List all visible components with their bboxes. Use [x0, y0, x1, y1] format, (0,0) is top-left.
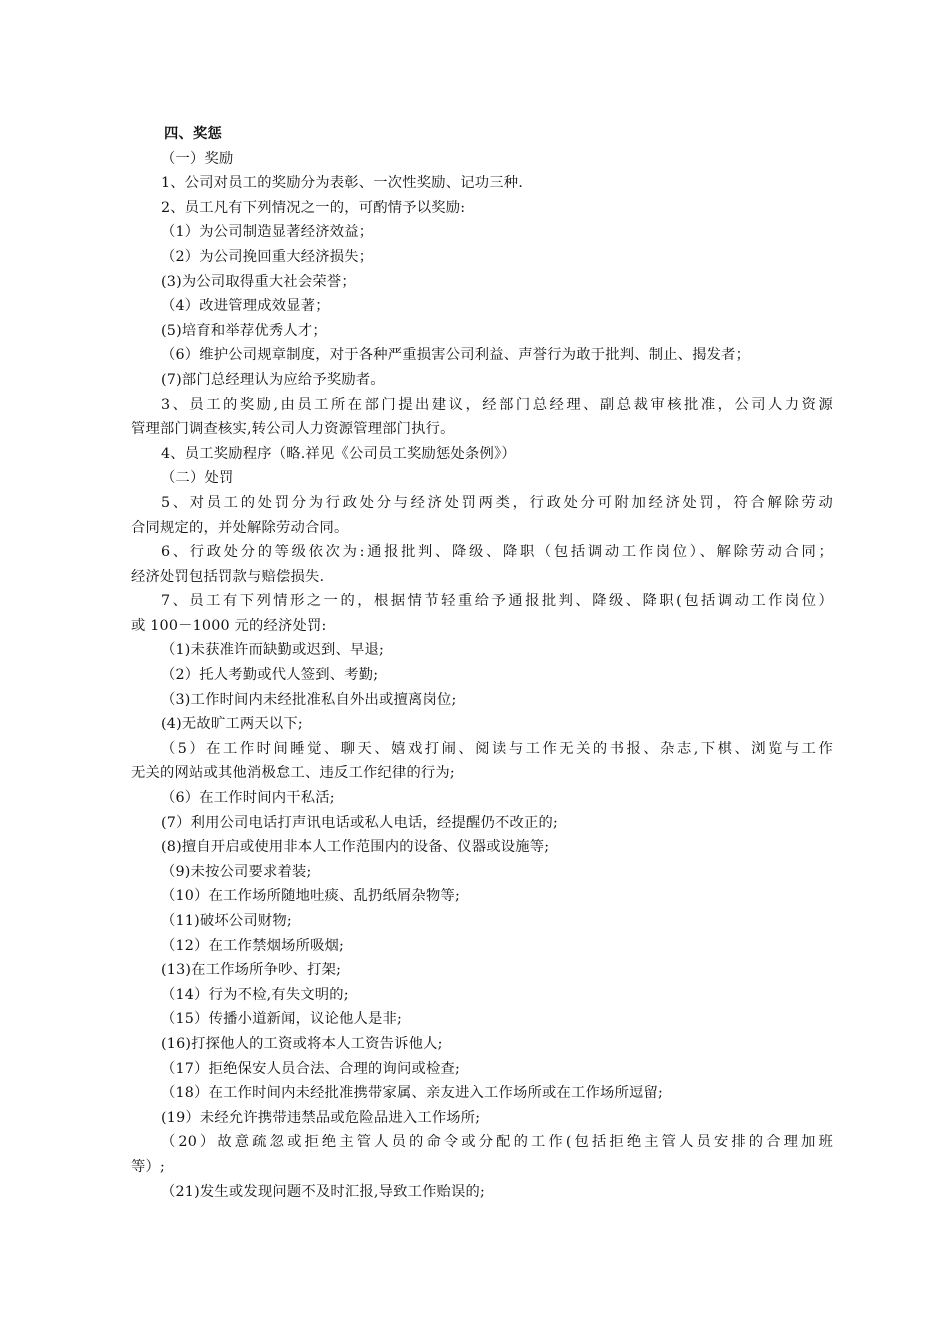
list-item: （9)未按公司要求着装; — [161, 863, 312, 880]
list-item: （5）在工作时间睡觉、聊天、嬉戏打闹、阅读与工作无关的书报、杂志,下棋、浏览与工作 — [161, 740, 833, 757]
list-item: (13)在工作场所争吵、打架; — [161, 962, 342, 979]
paragraph-line: 1、公司对员工的奖励分为表彰、一次性奖励、记功三种. — [161, 175, 523, 192]
list-item: (16)打探他人的工资或将本人工资告诉他人; — [161, 1035, 443, 1052]
list-item: （1)未获准许而缺勤或迟到、早退; — [161, 642, 385, 659]
paragraph-line: 5、对员工的处罚分为行政处分与经济处罚两类，行政处分可附加经济处罚，符合解除劳动 — [161, 494, 833, 511]
list-item: （17）拒绝保安人员合法、合理的询问或检查; — [161, 1060, 461, 1077]
list-item: （11)破坏公司财物; — [161, 913, 292, 929]
list-item: （1）为公司制造显著经济效益； — [161, 224, 374, 241]
list-item: （2）托人考勤或代人签到、考勤; — [161, 667, 379, 684]
paragraph-line: 管理部门调查核实,转公司人力资源管理部门执行。 — [131, 421, 455, 438]
list-item: (8)擅自开启或使用非本人工作范围内的设备、仪器或设施等; — [161, 839, 550, 856]
list-item: （3)工作时间内未经批准私自外出或擅离岗位; — [161, 691, 457, 708]
list-item: (19）未经允许携带违禁品或危险品进入工作场所; — [161, 1109, 481, 1126]
paragraph-line: 3、员工的奖励,由员工所在部门提出建议，经部门总经理、副总裁审核批准，公司人力资源 — [161, 396, 833, 413]
list-item: （6）在工作时间内干私活; — [161, 790, 335, 807]
paragraph-line: 无关的网站或其他消极怠工、违反工作纪律的行为; — [131, 765, 455, 782]
list-item: （12）在工作禁烟场所吸烟; — [161, 937, 345, 954]
section-heading: 四、奖惩 — [164, 126, 222, 142]
paragraph-line: 经济处罚包括罚款与赔偿损失. — [131, 568, 325, 585]
paragraph-line: 4、员工奖励程序（略.祥见《公司员工奖励惩处条例》） — [161, 445, 516, 462]
list-item: (5)培育和举荐优秀人才； — [161, 322, 327, 339]
paragraph-line: 合同规定的，并处解除劳动合同。 — [131, 519, 349, 536]
list-item: （4）改进管理成效显著； — [161, 298, 330, 315]
list-item: (3)为公司取得重大社会荣誉； — [161, 273, 356, 290]
list-item: （21)发生或发现问题不及时汇报,导致工作贻误的; — [161, 1183, 486, 1200]
list-item: (7)部门总经理认为应给予奖励者。 — [161, 371, 385, 388]
list-item: （15）传播小道新闻，议论他人是非; — [161, 1011, 403, 1028]
paragraph-line: 或 100－1000 元的经济处罚: — [131, 617, 327, 634]
paragraph-line: 2、员工凡有下列情况之一的，可酌情予以奖励: — [161, 199, 466, 216]
subheading-rewards: （一）奖励 — [161, 150, 234, 167]
list-item: （10）在工作场所随地吐痰、乱扔纸屑杂物等; — [161, 888, 461, 905]
list-item: (4)无故旷工两天以下; — [161, 716, 303, 733]
paragraph-line: 7、员工有下列情形之一的，根据情节轻重给予通报批判、降级、降职(包括调动工作岗位） — [161, 593, 833, 610]
list-item: (7）利用公司电话打声讯电话或私人电话，经提醒仍不改正的; — [161, 814, 559, 831]
list-item: （6）维护公司规章制度，对于各种严重损害公司利益、声誉行为敢于批判、制止、揭发者； — [161, 347, 751, 364]
document-page — [131, 122, 833, 1204]
list-item: （2）为公司挽回重大经济损失； — [161, 248, 374, 265]
paragraph-line: 6、行政处分的等级依次为:通报批判、降级、降职（包括调动工作岗位）、解除劳动合同； — [161, 544, 833, 561]
list-item: （20）故意疏忽或拒绝主管人员的命令或分配的工作(包括拒绝主管人员安排的合理加班 — [161, 1134, 833, 1151]
subheading-penalties: （二）处罚 — [161, 470, 234, 487]
list-item: （18）在工作时间内未经批准携带家属、亲友进入工作场所或在工作场所逗留; — [161, 1085, 664, 1102]
list-item: （14）行为不检,有失文明的; — [161, 986, 349, 1003]
paragraph-line: 等）; — [131, 1158, 166, 1175]
